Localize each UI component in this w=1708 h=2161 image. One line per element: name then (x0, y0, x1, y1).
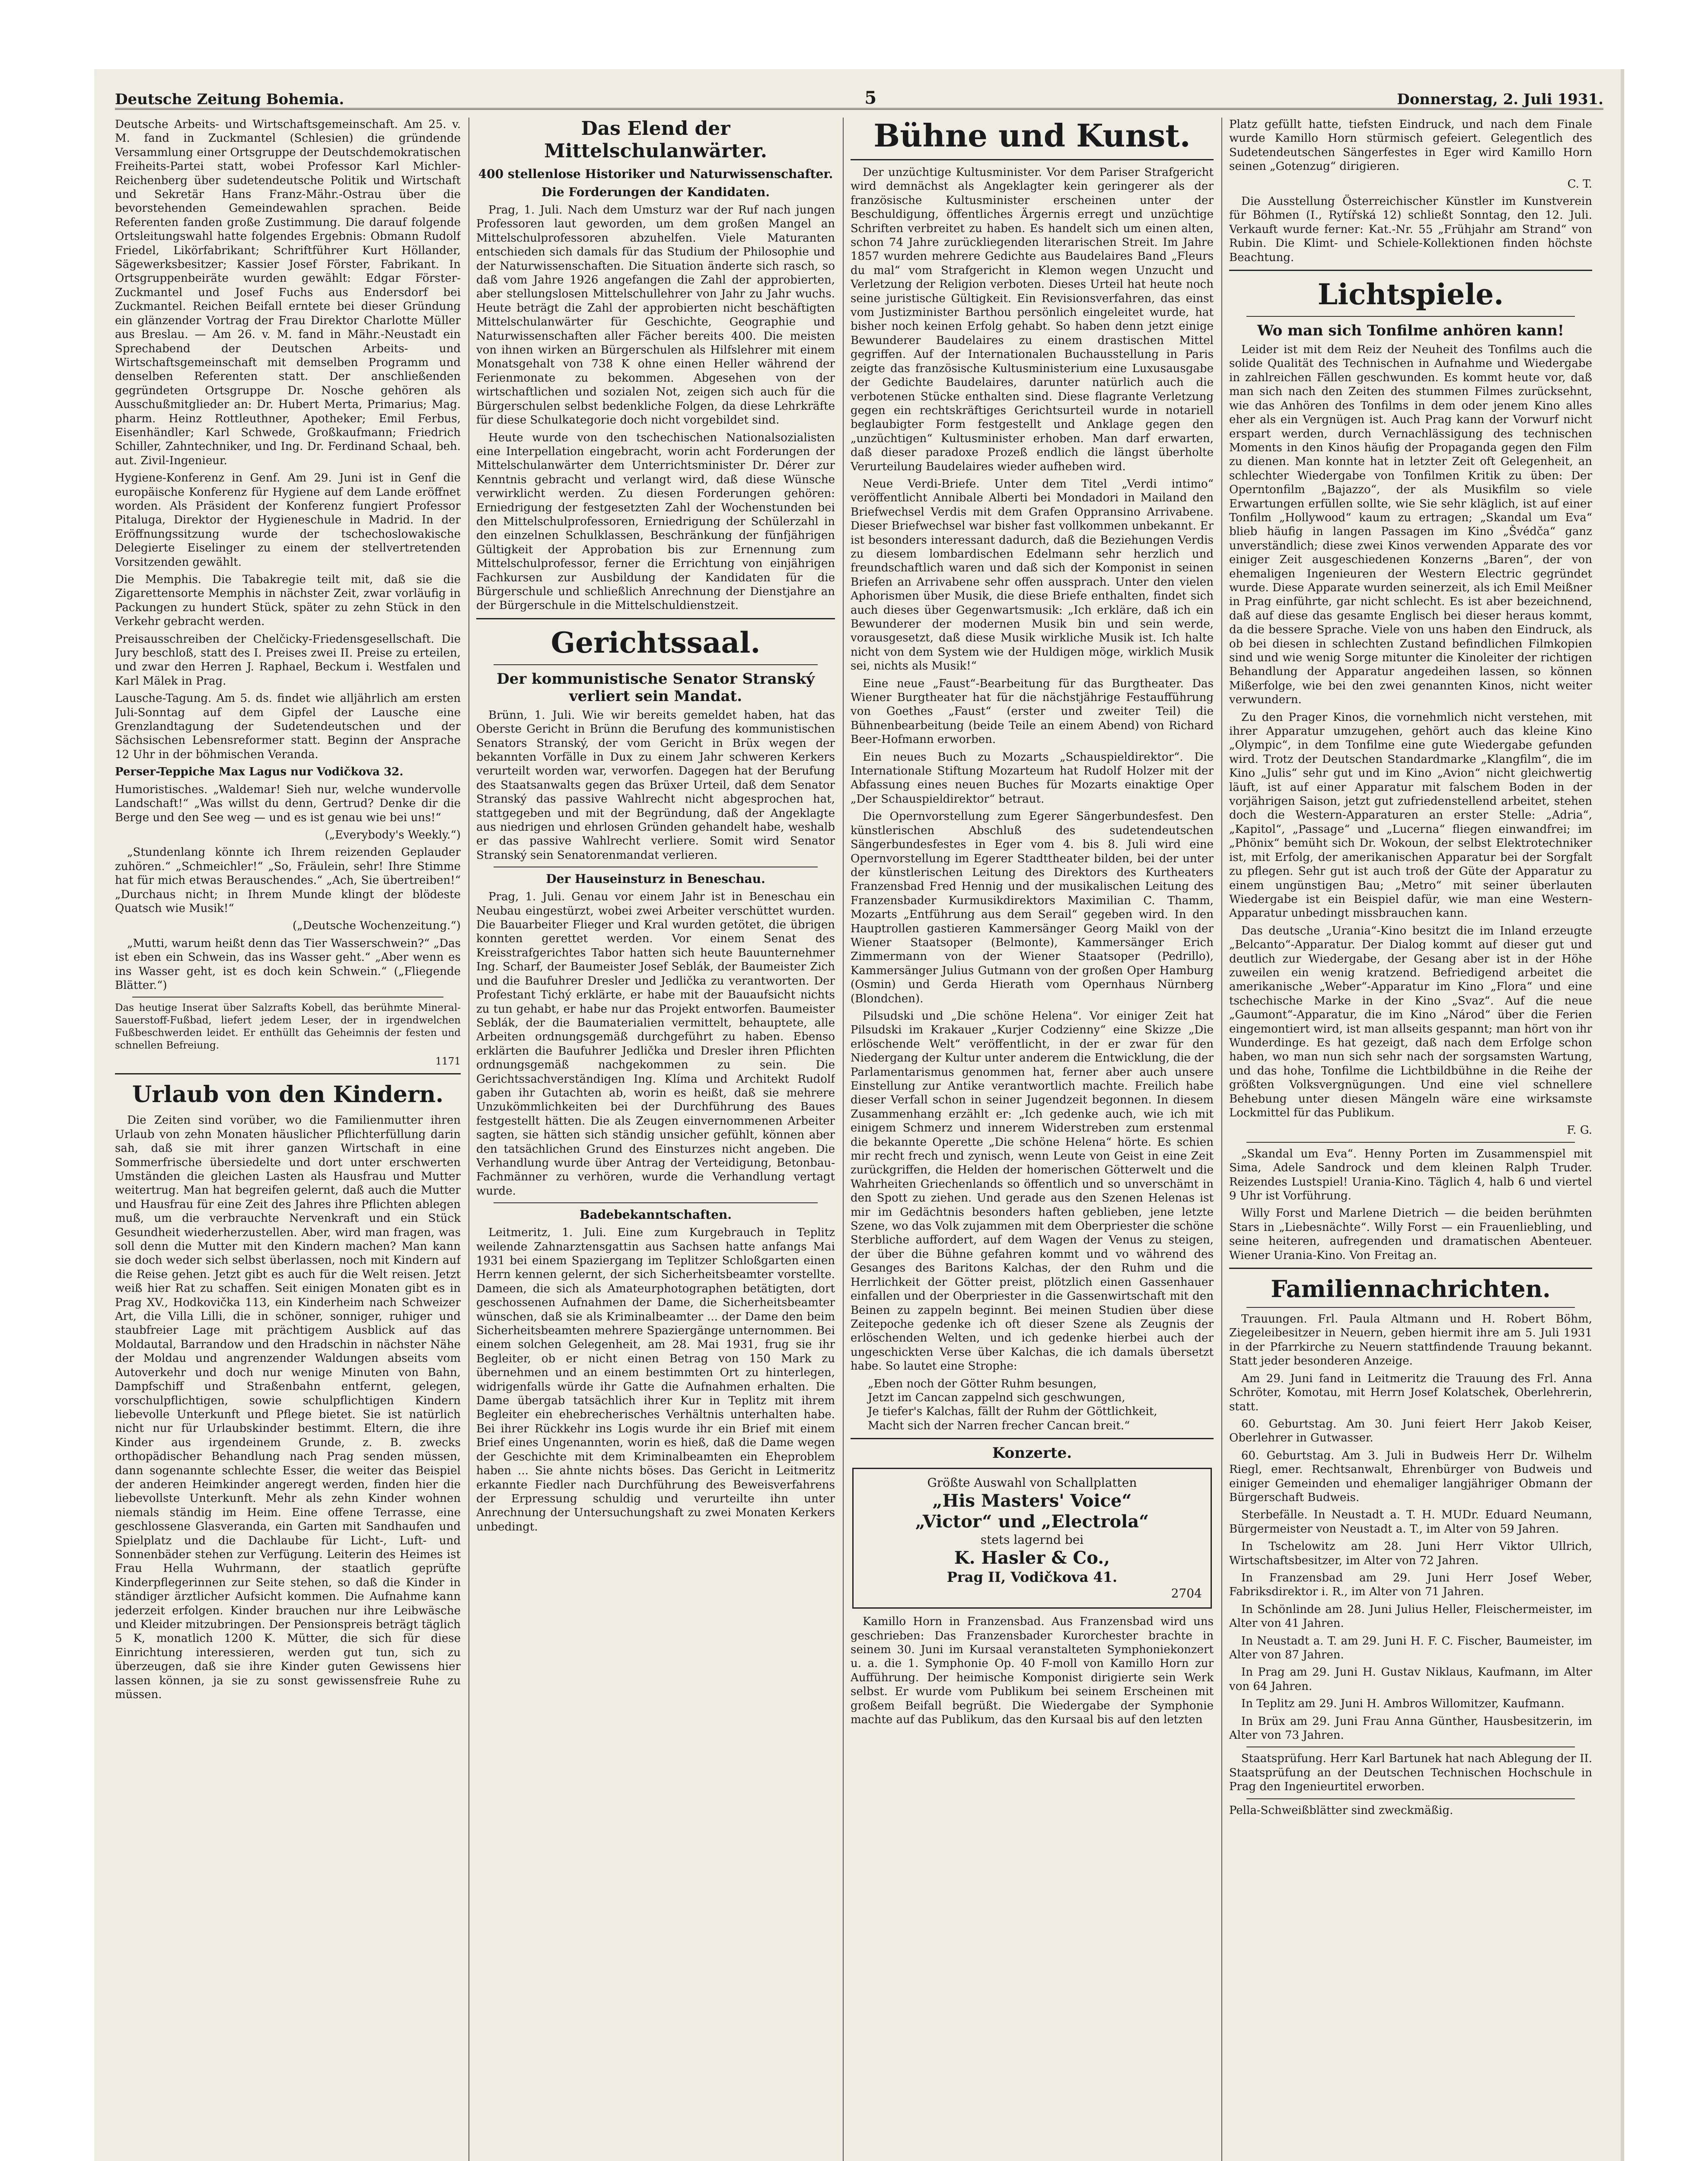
page-number: 5 (864, 88, 877, 108)
signature: F. G. (1567, 1124, 1592, 1137)
article-lausche: Lausche-Tagung. Am 5. ds. findet wie alljährlich am ersten Juli-Sonntag auf dem Gipfel der Lausche eine Grenzlandtagung der Sudetendeutschen und der Sächsischen Lebensreformer statt. Beginn der Ansprache 12 Uhr in der böhmischen Veranda. (115, 692, 461, 761)
divider (851, 1438, 1214, 1439)
column-rule (843, 118, 844, 2161)
notice-inserat: Das heutige Inserat über Salzrafts Kobell, das berühmte Mineral-Sauerstoff-Fußbad, liefert jedem Leser, der in irgendwelchen Fußbeschwerden leidet. Er enthüllt das Geheimnis der festen und schnellen Befreiung. (115, 1002, 461, 1052)
article-memphis: Die Memphis. Die Tabakregie teilt mit, daß sie die Zigarettensorte Memphis in nächster Zeit, zwar vorläufig in Packungen zu hundert Stück, später zu zehn Stück in den Verkehr gebracht werden. (115, 573, 461, 628)
divider (115, 1073, 461, 1074)
masthead-title: Deutsche Zeitung Bohemia. (115, 91, 344, 108)
subheading-forderungen: Die Forderungen der Kandidaten. (541, 185, 770, 199)
family-notice: 60. Geburtstag. Am 3. Juli in Budweis Herr Dr. Wilhelm Riegl, emer. Rechtsanwalt, Ehrenbürger von Budweis und einiger Gemeinden und ehemaliger langjähriger Obmann der Bürgerschaft Budweis. (1229, 1449, 1592, 1504)
article-kamillo-horn: Kamillo Horn in Franzensbad. Aus Franzensbad wird uns geschrieben: Das Franzensbader Kurorchester brachte in seinem 30. Juni im Kursaal veranstalteten Symphoniekonzert u. a. die 1. Symphonie Op. 40 F-moll von Kamillo Horn zur Aufführung. Der heimische Komponist dirigierte sein Werk selbst. Er wurde vom Publikum bei seinem Erscheinen mit großem Beifall begrüßt. Die Wiedergabe der Symphonie machte auf das Publikum, das den Kursaal bis auf den letzten (851, 1615, 1214, 1726)
divider (132, 997, 443, 998)
subheading-stellenlose: 400 stellenlose Historiker und Naturwissenschafter. (478, 167, 833, 181)
newspaper-page (94, 69, 1624, 2161)
ad-schallplatten (852, 1468, 1212, 1609)
article-kultusminister: Der unzüchtige Kultusminister. Vor dem Pariser Strafgericht wird demnächst als Angeklagter kein geringerer als der französische Kultusminister erscheinen unter der Beschuldigung, öffentliches Ärgernis erregt und unzüchtige Schriften verbreitet zu haben. Es handelt sich um einen alten, schon 74 Jahre zurückliegenden literarischen Streit. Im Jahre 1857 wurden mehrere Gedichte aus Baudelaires Band „Fleurs du mal“ vom Strafgericht in Klemon wegen Unzucht und Verletzung der Religion verboten. Dieses Urteil hat heute noch seine juristische Gültigkeit. Ein Revisionsverfahren, das einst vom Justizminister Barthou persönlich eingeleitet wurde, hat bisher noch keinen Erfolg gehabt. So haben denn jetzt einige Bewunderer Baudelaires zu einem drastischen Mittel gegriffen. Auf der Internationalen Buchausstellung in Paris zeigte das französische Kultusministerium eine Luxusausgabe der Gedichte Baudelaires, darunter natürlich auch die verbotenen Stücke enthalten sind. Diese flagrante Verletzung gegen ein rechtskräftiges Gerichtsurteil wurde in notariell beglaubigter Form festgestellt und Anklage gegen den „unzüchtigen“ Kultusminister erhoben. Man darf erwarten, daß dieser paradoxe Prozeß endlich die längst überholte Verurteilung Baudelaires wieder aufheben wird. (851, 166, 1214, 473)
column-rule (1221, 118, 1222, 2161)
article-faust: Eine neue „Faust“-Bearbeitung für das Burgtheater. Das Wiener Burgtheater hat für die nächstjährige Festaufführung von Goethes „Faust“ (erster und zweiter Teil) die Bühnenbearbeitung (beide Teile an einem Abend) von Richard Beer-Hofmann erworben. (851, 677, 1214, 746)
family-notice: Am 29. Juni fand in Leitmeritz die Trauung des Frl. Anna Schröter, Komotau, mit Herrn Josef Kolatschek, Oberlehrerin, statt. (1229, 1372, 1592, 1413)
column-1 (115, 118, 461, 2161)
column-3 (851, 118, 1214, 2161)
ad-line: „Victor“ und „Electrola“ (915, 1511, 1149, 1532)
article-kunstverein: Die Ausstellung Österreichischer Künstler im Kunstverein für Böhmen (I., Rytířská 12) schließt Sonntag, den 12. Juli. Verkauft wurde ferner: Kat.-Nr. 55 „Frühjahr am Strand“ von Rubin. Die Klimt- und Schiele-Kollektionen finden höchste Beachtung. (1229, 195, 1592, 264)
article-hauseinsturz: Prag, 1. Juli. Genau vor einem Jahr ist in Beneschau ein Neubau eingestürzt, wobei zwei Arbeiter verschüttet wurden. Die Bauarbeiter Flieger und Kral wurden getötet, die übrigen konnten gerettet werden. Vor einem Senat des Kreisstrafgerichtes Tabor hatten sich heute Bauunternehmer Ing. Scharf, der Baumeister Josef Seblák, der Baumeister Zich und die Baufuhrer Dresler und Jedlička zu verantworten. Der Profestant Tichý erklärte, er habe mit der Bauaufsicht nichts zu tun gehabt, er habe nur das Projekt entworfen. Baumeister Seblák, der die Baumaterialien vermittelt, behauptete, alle Arbeiten ordnungsgemäß durchgeführt zu haben. Ebenso erklärten die Baufuhrer Jedlička und Dresler ihren Pflichten ordnungsgemäß nachgekommen zu sein. Die Gerichtssachverständigen Ing. Klíma und Architekt Rudolf gaben ihr Gutachten ab, worin es heißt, daß sie mehrere Unzukömmlichkeiten bei der Durchführung des Baues festgestellt hätten. Die als Zeugen einvernommenen Arbeiter sagten, sie hätten sich ständig unsicher gefühlt, können aber den tatsächlichen Grund des Einsturzes nicht angeben. Die Verhandlung wurde über Antrag der Verteidigung, Betonbau-Fachmänner zu verhören, wurde die Verhandlung vertagt wurde. (476, 890, 835, 1198)
article-hygiene: Hygiene-Konferenz in Genf. Am 29. Juni ist in Genf die europäische Konferenz für Hygiene auf dem Lande eröffnet worden. Als Präsident der Konferenz fungiert Professor Pitaluga, Direktor der Hygieneschule in Madrid. In der Eröffnungssitzung wurde der tschechoslowakische Delegierte Eiselinger zu einem der stellvertretenden Vorsitzenden gewählt. (115, 472, 461, 569)
ad-line: stets lagernd bei (980, 1533, 1084, 1547)
family-notice: In Brüx am 29. Juni Frau Anna Günther, Hausbesitzerin, im Alter von 73 Jahren. (1229, 1715, 1592, 1742)
article-pilsudski: Pilsudski und „Die schöne Helena“. Vor einiger Zeit hat Pilsudski im Krakauer „Kurjer Codzienny“ eine Skizze „Die erlöschende Welt“ veröffentlicht, in der er zwar für den Niedergang der Kultur unter anderem die Entwicklung, die der Parlamentarismus genommen hat, ferner aber auch unsere Einstellung zur Antike verantwortlich machte. Freilich habe dieser Verfall schon in seiner Jugendzeit begonnen. In diesem Zusammenhang erzählt er: „Ich gedenke auch, wie ich mit einigem Schmerz und innerem Widerstreben zum erstenmal die bekannte Operette „Die schöne Helena“ hörte. Es schien mir recht frech und zynisch, wenn Leute von Geist in eine Zeit zurückgriffen, die Helden der homerischen Götterwelt und die Wahrheiten Griechenlands so öffentlich und so unverschämt in den Spott zu ziehen. Und gerade aus den Szenen Helenas ist mir im Gedächtnis besonders haften geblieben, jene letzte Szene, wo das Volk zujammen mit dem Oberpriester die schöne Sterbliche auffordert, auf dem Wagen der Venus zu steigen, der über die Bühne gefahren kommt und vo während des Gesanges des Baritons Kalchas, der den Ruhm und die Herrlichkeit der Götter preist, plötzlich einen Gassenhauer einfallen und der Oberpriester in die Gassenwirtschaft mit den Beinen zu zappeln beginnt. Bei meinen Studien über diese Zeitepoche gedenke ich oft dieser Szene als Zeugnis der erlöschenden Welten, und ich gedenke hierbei auch der ungeschickten Verse über Kalchas, die ich damals übersetzt habe. So lautet eine Strophe: (851, 1009, 1214, 1373)
family-notice: In Prag am 29. Juni H. Gustav Niklaus, Kaufmann, im Alter von 64 Jahren. (1229, 1666, 1592, 1693)
subheading-hauseinsturz: Der Hauseinsturz in Beneschau. (546, 872, 765, 886)
divider (476, 618, 835, 619)
ad-line: Prag II, Vodičkova 41. (946, 1569, 1118, 1586)
subheading-badebekanntschaften: Badebekanntschaften. (580, 1208, 732, 1222)
page-edge (1621, 69, 1624, 2161)
divider (1246, 1307, 1575, 1308)
article-humor-1: Humoristisches. „Waldemar! Sieh nur, welche wundervolle Landschaft!“ „Was willst du denn, Gertrud? Denke dir die Berge und den See weg — und es ist genau wie bei uns!“ (115, 783, 461, 824)
article-senator: Brünn, 1. Juli. Wie wir bereits gemeldet haben, hat das Oberste Gericht in Brünn die Berufung des kommunistischen Senators Stranský, der vom Gericht in Brüx wegen der bekannten Vorfälle in Dux zu einem Jahr schweren Kerkers verurteilt worden war, verworfen. Dagegen hat der Berufung des Staatsanwalts gegen das Brüxer Urteil, daß dem Senator Stranský das passive Wahlrecht nicht abgesprochen hat, stattgegeben und mit der Begründung, daß der Angeklagte aus niedrigen und ehrlosen Gründen gehandelt habe, weshalb er das passive Wahlrecht verliere. Somit wird Senator Stranský sein Senatorenmandat verlieren. (476, 708, 835, 862)
divider (494, 664, 818, 665)
heading-familiennachrichten: Familiennachrichten. (1271, 1275, 1551, 1303)
article-badebekanntschaften: Leitmeritz, 1. Juli. Eine zum Kurgebrauch in Teplitz weilende Zahnarztensgattin aus Sachsen hatte anfangs Mai 1931 bei einem Spaziergang im Teplitzer Schloßgarten einen Herrn kennen gelernt, der sich Sicherheitsbeamter vorstellte. Dameen, die sich als Amateurphotographen betätigten, dort geschossenen Aufnahmen der Dame, die Sicherheitsbeamter wünschen, daß sie als Kriminalbeamter ... der Dame den beim Sicherheitsbeamten mehrere Spaziergänge unternommen. Bei einem solchen Gelegenheit, am 28. Mai 1931, frug sie ihr Begleiter, ob er nicht einen Betrag von 150 Mark zu übernehmen und an einem bestimmten Ort zu hinterlegen, widrigenfalls würde ihr Gatte die Aufnahmen erhalten. Die Dame übergab tatsächlich ihrer Kur in Teplitz mit ihrem Begleiter ein ehebrecherisches Verhältnis unterhalten habe. Bei ihrer Rückkehr ins Logis wurde ihr ein Brief mit einem Brief eines Ungenannten, worin es hieß, daß die Dame wegen der Geschichte mit dem Kriminalbeamten ein Eheproblem haben ... Sie ahnte nichts böses. Das Gericht in Leitmeritz erkannte Fiedler nach Durchführung des Beweisverfahrens der Erpressung schuldig und verurteilte ihn unter Anrechnung der Untersuchungshaft zu zwei Monaten Kerkers unbedingt. (476, 1226, 835, 1533)
ad-number: 2704 (1171, 1586, 1202, 1601)
article-kamillo-horn-cont: Platz gefüllt hatte, tiefsten Eindruck, und nach dem Finale wurde Kamillo Horn stürmisch gefeiert. Gelegentlich des Sudetendeutschen Sängerfestes in Eger wird Kamillo Horn seinen „Gotenzug“ dirigieren. (1229, 118, 1592, 173)
family-notice: In Teplitz am 29. Juni H. Ambros Willomitzer, Kaufmann. (1241, 1697, 1565, 1711)
divider (494, 1202, 818, 1203)
article-mittelschul-2: Heute wurde von den tschechischen Nationalsozialisten eine Interpellation eingebracht, worin acht Forderungen der Mittelschulanwärter dem Unterrichtsminister Dr. Dérer zur Kenntnis gebracht und verlangt wird, daß diese Wünsche verwirklicht werden. Zu diesen Forderungen gehören: Erniedrigung der festgesetzten Zahl der Wochenstunden bei den Mittelschulprofessoren, Erniedrigung der Schülerzahl in den einzelnen Schulklassen, Beschränkung der fünfjährigen Gültigkeit der Approbation bis zur Ernennung zum Mittelschulprofessor, ferner die Errichtung von einjährigen Fachkursen zur Ausbildung der Kandidaten für die Bürgerschule und schließlich Anrechnung der Dienstjahre an der Bürgerschule in die Mittelschuldienstzeit. (476, 431, 835, 612)
ad-line: K. Hasler & Co., (954, 1548, 1110, 1568)
heading-gerichtssaal: Gerichtssaal. (551, 625, 761, 660)
heading-mittelschul: Das Elend der Mittelschulanwärter. (544, 118, 767, 162)
divider (1246, 1142, 1575, 1143)
divider (851, 159, 1214, 160)
family-notice: 60. Geburtstag. Am 30. Juni feiert Herr Jakob Keiser, Oberlehrer in Gutwasser. (1229, 1417, 1592, 1445)
article-preisausschreiben: Preisausschreiben der Chelčicky-Friedensgesellschaft. Die Jury beschloß, statt des I. Preises zwei II. Preise zu erteilen, und zwar den Herren J. Raphael, Beckum i. Westfalen und Karl Mälek in Prag. (115, 632, 461, 688)
family-notice: In Schönlinde am 28. Juni Julius Heller, Fleischermeister, im Alter von 41 Jahren. (1229, 1603, 1592, 1630)
article-tonfilme-2: Zu den Prager Kinos, die vornehmlich nicht verstehen, mit ihrer Apparatur umzugehen, gehört auch das kleine Kino „Olympic“, in dem Tonfilme eine gute Wiedergabe gefunden wird. Trotz der Deutschen Standardmarke „Klangfilm“, die im Kino „Julis“ sehr gut und im Kino „Avion“ nicht gleichwertig läuft, ist auf einer Apparatur mit falschem Boden in der vorjährigen Saison, jetzt gut zufriedenstellend arbeitet, stehen doch die Western-Apparaturen an erster Stelle: „Adria“, „Kapitol“, „Passage“ und „Lucerna“ fliegen einwandfrei; im „Phönix“ bemüht sich Dr. Wokoun, der selbst Elektrotechniker ist, mit Erfolg, der amerikanischen Apparatur bei der Sorgfalt zu pflegen. Sehr gut ist auch troß der Güte der Apparatur zu einem ungünstigen Bau; „Metro“ mit seiner überlauten Wiedergabe ist ein Beispiel dafür, wie man eine Western-Apparatur unbedingt missbrauchen kann. (1229, 711, 1592, 920)
issue-date: Donnerstag, 2. Juli 1931. (1397, 91, 1603, 108)
article-arbeitsgemeinschaft: Deutsche Arbeits- und Wirtschaftsgemeinschaft. Am 25. v. M. fand in Zuckmantel (Schlesien) die gründende Versammlung einer Ortsgruppe der Deutschdemokratischen Freiheits-Partei statt, wobei Professor Karl Michler-Reichenberg über sudetendeutsche Politik und Wirtschaft und Sekretär Hans Franz-Mähr.-Ostrau über die bevorstehenden Gemeindewahlen sprachen. Beide Referenten fanden große Zustimmung. Die darauf folgende Ortsleitungswahl hatte folgendes Ergebnis: Obmann Rudolf Friedel, Likörfabrikant; Schriftführer Kurt Höllander, Sägewerksbesitzer; Kassier Josef Förster, Fabrikant. In Ortsgruppenbeiräte wurden gewählt: Edgar Förster-Zuckmantel und Josef Fuchs aus Endersdorf bei Zuckmantel. Reichen Beifall erntete bei dieser Gründung ein glänzender Vortrag der Frau Direktor Charlotte Müller aus Breslau. — Am 26. v. M. fand in Mähr.-Neustadt ein Sprechabend der Deutschen Arbeits- und Wirtschaftsgemeinschaft mit demselben Programm und denselben Referenten statt. Der anschließenden gegründeten Ortsgruppe Dr. Nosche gehören als Ausschußmitglieder an: Dr. Hubert Merta, Primarius; Mag. pharm. Heinz Rottleuthner, Apotheker; Emil Ferbus, Eisenhändler; Karl Schwede, Großkaufmann; Friedrich Schiller, Zahntechniker, und Ing. Dr. Ferdinand Schaal, beh. aut. Zivil-Ingenieur. (115, 118, 461, 467)
ad-pella: Pella-Schweißblätter sind zweckmäßig. (1229, 1804, 1453, 1817)
ad-line: Größte Auswahl von Schallplatten (927, 1476, 1137, 1490)
divider (1229, 270, 1592, 271)
article-urlaub: Die Zeiten sind vorüber, wo die Familienmutter ihren Urlaub von zehn Monaten häuslicher Pflichterfüllung darin sah, daß sie mit ihrer ganzen Wirtschaft in eine Sommerfrische übersiedelte und dort unter erschwerten Umständen die gleichen Lasten als Hausfrau und Mutter weitertrug. Man hat begreifen gelernt, daß auch die Mutter und Hausfrau für eine Zeit des Jahres ihre Pflichten ablegen muß, um die verbrauchte Nervenkraft und ein Stück Gesundheit wiederherzustellen. Aber, wird man fragen, was soll denn die Mutter mit den Kindern machen? Man kann sie doch weder sich selbst überlassen, noch mit Kindern auf die Reise gehen. Jetzt gibt es auch für die Welt reisen. Jetzt weiß hier Rat zu schaffen. Seit einigen Monaten gibt es in Prag XV., Hodkovička 113, ein Kinderheim nach Schweizer Art, die Villa Lilli, die in schöner, sonniger, ruhiger und staubfreier Lage mit prächtigem Ausblick auf das Moldautal, Barrandow und den Hradschin in nächster Nähe der Moldau und angrenzender Waldungen abseits vom Autoverkehr und doch nur wenige Minuten von Bahn, Dampfschiff und Straßenbahn entfernt, gelegen, vorschulpflichtigen, sowie schulpflichtigen Kindern liebevolle Unterkunft und Pflege bietet. Sie ist natürlich nicht nur für Urlaubskinder bestimmt. Eltern, die ihre Kinder aus irgendeinem Grunde, z. B. zwecks orthopädischer Behandlung nach Prag senden müssen, dann sogenannte schlechte Esser, die weiter das Beispiel der anderen Heimkinder angeregt werden, finden hier die liebevollste Unterkunft. Mehr als zehn Kinder wohnen niemals ständig im Heim. Eine offene Terrasse, eine geschlossene Glasveranda, ein Garten mit Sandhaufen und Spielplatz und die Dachlaube für Licht-, Luft- und Sonnenbäder stehen zur Verfügung. Leiterin des Heimes ist Frau Hella Wuhrmann, der staatlich geprüfte Kinderpflegerinnen zur Seite stehen, so daß die Kinder in ständiger ärztlicher Aufsicht kommen. Die Aufnahme kann jederzeit erfolgen. Kinder brauchen nur ihre Leibwäsche und Kleider mitzubringen. Der Pensionspreis beträgt täglich 5 K, monatlich 1200 K. Mütter, die sich für diese Einrichtung interessieren, werden gut tun, sich zu überzeugen, daß sie ihre Kinder guten Gewissens hier lassen können, ja sie zu sonst gewissensfreie Ruhe zu müssen. (115, 1114, 461, 1702)
heading-urlaub: Urlaub von den Kindern. (132, 1081, 444, 1108)
family-notice: In Franzensbad am 29. Juni Herr Josef Weber, Fabriksdirektor i. R., im Alter von 71 Jahren. (1229, 1571, 1592, 1599)
page-header (115, 81, 1603, 110)
article-tonfilme-3: Das deutsche „Urania“-Kino besitzt die im Inland erzeugte „Belcanto“-Apparatur. Der Dialog kommt auf dieser gut und deutlich zur Wiedergabe, der Gesang aber ist in der Höhe zuweilen ein wenig kratzend. Befriedigend arbeitet die amerikanische „Weber“-Apparatur im Kino „Flora“ und eine tschechische Marke in der Kino „Svaz“. Auf die neue „Gaumont“-Apparatur, die im Kino „Národ“ über die Ferien eingemontiert wird, ist man allseits gespannt; man hört von ihr Wunderdinge. Es hat gezeigt, daß nach dem Erfolge schon haben, wo man nun sich sehr nach der sorgsamsten Wartung, und das hohe, Tonfilme die Lichtbildbühne in die Reihe der größten Volksvergnügungen. Und eine viel schnellere Behebung unter diesen Mängeln wäre eine wirksamste Lockmittel für das Publikum. (1229, 924, 1592, 1119)
signature: C. T. (1567, 177, 1592, 191)
heading-lichtspiele: Lichtspiele. (1317, 277, 1504, 312)
poem-kalchas: „Eben noch der Götter Ruhm besungen, Jetzt im Cancan zappelnd sich geschwungen, Je tiefer's Kalchas, fällt der Ruhm der Göttlichkeit, Macht sich der Narren frecher Cancan breit.“ (868, 1377, 1157, 1432)
heading-konzerte: Konzerte. (992, 1444, 1072, 1462)
article-tonfilme-1: Leider ist mit dem Reiz der Neuheit des Tonfilms auch die solide Qualität des Technischen in Aufnahme und Wiedergabe in zahlreichen Fällen geschwunden. Es kommt heute vor, daß man sich nach den Zeiten des stummen Filmes zurücksehnt, wie das Anhören des Tonfilms in dem oder jenem Kino alles eher als ein Vergnügen ist. Auch Prag kann der Vorwurf nicht erspart werden, durch Vernachlässigung des technischen Moments in den Kinos häufig der Propaganda gegen den Film zu dienen. Man konnte hat in letzter Zeit oft Gelegenheit, an schlechter Wiedergabe von Tonfilmen Kritik zu üben: Der Operntonfilm „Bajazzo“, der als Musikfilm so viele Erwartungen erfüllen sollte, wie Sie sehr kläglich, ist auf einer Tonfilm „Hollywood“ kaum zu ertragen; „Skandal um Eva“ blieb häufig in langen Passagen im Kino „Švédča“ ganz unverständlich; diese zwei Kinos verwenden Apparate des vor einiger Zeit ausgeschiedenen Konzerns „Baren“, der von ehemaligen Ingenieuren der Western Electric gegründet wurde. Diese Apparate wurden seinerzeit, als ich Emil Meißner in Prag einführte, gar nicht schlecht. Es ist aber bezeichnend, daß auf diese das gesamte Englisch bei dieser heraus kommt, da die bessere Sprache. Viele von uns haben den Eindruck, als ob bei diesen in schlechten Zustand befindlichen Filmkopien sind und wie wenig Sorge mitunter die Kinoleiter der richtigen Behandlung der Apparatur angedeihen lassen, so können Mißerfolge, wie bei den zwei genannten Kinos, nicht weiter verwundern. (1229, 343, 1592, 707)
family-notice: In Tschelowitz am 28. Juni Herr Viktor Ullrich, Wirtschaftsbesitzer, im Alter von 72 Jahren. (1229, 1540, 1592, 1567)
article-mozart: Ein neues Buch zu Mozarts „Schauspieldirektor“. Die Internationale Stiftung Mozarteum hat Rudolf Holzer mit der Abfassung eines neuen Buches für Mozarts einaktige Oper „Der Schauspieldirektor“ betraut. (851, 750, 1214, 806)
humor-source-1: („Everybody's Weekly.“) (325, 828, 461, 841)
article-humor-3: „Mutti, warum heißt denn das Tier Wasserschwein?“ „Das ist eben ein Schwein, das ins Wasser geht.“ „Aber wenn es ins Wasser geht, ist es doch kein Schwein.“ („Fliegende Blätter.“) (115, 937, 461, 992)
article-mittelschul-1: Prag, 1. Juli. Nach dem Umsturz war der Ruf nach jungen Professoren laut geworden, um dem großen Mangel an Mittelschulprofessoren abzuhelfen. Viele Maturanten entschieden sich damals für das Studium der Philosophie und der Naturwissenschaften. Die Situation änderte sich rasch, so daß vom Jahre 1926 angefangen die Zahl der approbierten, aber stellungslosen Mittelschullehrer von Jahr zu Jahr wuchs. Heute beträgt die Zahl der approbierten nicht beschäftigten Mittelschulanwärter für Geschichte, Geographie und Naturwissenschaften aller Fächer bereits 400. Die meisten von ihnen wirken an Bürgerschulen als Hilfslehrer mit einem Monatsgehalt von 738 K ohne einen Heller während der Ferienmonate zu bekommen. Abgesehen von der wirtschaftlichen und sozialen Not, zeigen sich auch für die Bürgerschulen selbst bedenkliche Folgen, da diese Lehrkräfte für diese Schulkategorie doch nicht vorgebildet sind. (476, 204, 835, 427)
divider (1246, 1798, 1575, 1799)
divider (1229, 1268, 1592, 1269)
notice-staatspruefung: Staatsprüfung. Herr Karl Bartunek hat nach Ablegung der II. Staatsprüfung an der Deutschen Technischen Hochschule in Prag den Ingenieurtitel erworben. (1229, 1752, 1592, 1794)
column-4 (1229, 118, 1592, 2161)
article-verdi: Neue Verdi-Briefe. Unter dem Titel „Verdi intimo“ veröffentlicht Annibale Alberti bei Mondadori in Mailand den Briefwechsel Verdis mit dem Grafen Oppransino Arrivabene. Dieser Briefwechsel war bisher fast vollkommen unbekannt. Er ist besonders interessant dadurch, daß die Beziehungen Verdis zu diesem lombardischen Edelmann sehr herzlich und freundschaftlich waren und daß sich der Komponist in seinen Briefen an Arrivabene sehr offen aussprach. Unter den vielen Aphorismen über Musik, die diese Briefe enthalten, findet sich auch dieses über Gegenwartsmusik: „Ich erkläre, daß ich ein Bewunderer der modernen Musik bin und sein werde, vorausgesetzt, daß diese Musik wirkliche Musik ist. Ich halte nicht von dem System wie der Huldigen möge, wirklich Musik sei, nichts als Musik!“ (851, 477, 1214, 673)
column-rule (468, 118, 469, 2161)
notice-willy-forst: Willy Forst und Marlene Dietrich — die beiden berühmten Stars in „Liebesnächte“. Willy Forst — ein Frauenliebling, und seine heiteren, aufregenden und dramatischen Abenteuer. Wiener Urania-Kino. Von Freitag an. (1229, 1207, 1592, 1262)
notice-skandal-um-eva: „Skandal um Eva“. Henny Porten im Zusammenspiel mit Sima, Adele Sandrock und dem kleinen Ralph Truder. Reizendes Lustspiel! Urania-Kino. Täglich 4, halb 6 und viertel 9 Uhr ist Vorführung. (1229, 1147, 1592, 1203)
humor-source-2: („Deutsche Wochenzeitung.“) (292, 919, 461, 933)
article-opernvorstellung: Die Opernvorstellung zum Egerer Sängerbundesfest. Den künstlerischen Abschluß des sudetendeutschen Sängerbundesfestes in Eger vom 4. bis 8. Juli wird eine Opernvorstellung im Egerer Stadttheater bilden, bei der unter der künstlerischen Leitung des Direktors des Kurtheaters Franzensbad Fred Hennig und der musikalischen Leitung des Franzensbader Kurmusikdirektors Maximilian C. Thamm, Mozarts „Entführung aus dem Serail“ gegeben wird. In den Hauptrollen gastieren Kammersänger Georg Maikl von der Wiener Staatsoper (Belmonte), Kammersänger Erich Zimmermann von der Wiener Staatsoper (Pedrillo), Kammersänger Julius Gutmann von der großen Oper Hamburg (Osmin) und Gerda Hierath vom Opernhaus Nürnberg (Blondchen). (851, 810, 1214, 1005)
notice-number: 1171 (435, 1056, 461, 1068)
subheading-tonfilme: Wo man sich Tonfilme anhören kann! (1257, 322, 1564, 340)
divider (1246, 316, 1575, 317)
ad-line: „His Masters' Voice“ (932, 1491, 1132, 1511)
heading-buehne: Bühne und Kunst. (873, 118, 1191, 154)
family-notice: Trauungen. Frl. Paula Altmann und H. Robert Böhm, Ziegeleibesitzer in Neuern, geben hiermit ihre am 5. Juli 1931 in der Pfarrkirche zu Neuern stattfindende Trauung bekannt. Statt jeder besonderen Anzeige. (1229, 1313, 1592, 1368)
article-humor-2: „Stundenlang könnte ich Ihrem reizenden Geplauder zuhören.“ „Schmeichler!“ „So, Fräulein, sehr! Ihre Stimme hat für mich etwas Berauschendes.“ „Ach, Sie übertreiben!“ „Durchaus nicht; in Ihrem Munde klingt der blödeste Quatsch wie Musik!“ (115, 846, 461, 915)
family-notice: Sterbefälle. In Neustadt a. T. H. MUDr. Eduard Neumann, Bürgermeister von Neustadt a. T., im Alter von 59 Jahren. (1229, 1508, 1592, 1536)
family-notice: In Neustadt a. T. am 29. Juni H. F. C. Fischer, Baumeister, im Alter von 87 Jahren. (1229, 1634, 1592, 1661)
ad-perser-teppiche: Perser-Teppiche Max Lagus nur Vodičkova 32. (115, 765, 404, 779)
subheading-senator: Der kommunistische Senator Stranský verliert sein Mandat. (497, 670, 815, 705)
column-2 (476, 118, 835, 2161)
